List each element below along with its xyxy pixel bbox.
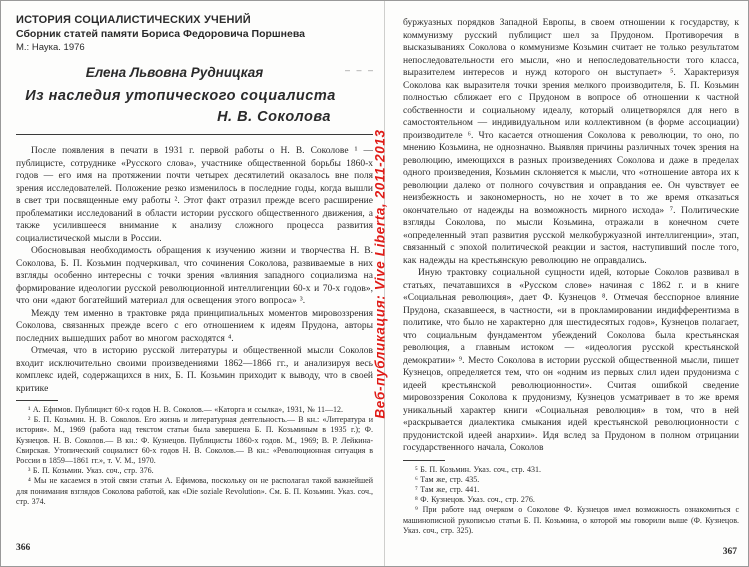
paragraph: После появления в печати в 1931 г. первой работы о Н. В. Соколове ¹ — публицисте, сотруднике «Русского слова», участнике общественной борьбы 1860-х годов — его имя на протяжении почти четырех десятилетий оказалось вне поля зрения исследователей. Положение резко изменилось в последние годы, когда вышли в свет три посвященные ему работы ². Этот факт отразил прежде всего расширение проблематики исследований в области истории русского общественного движения, а также усилившееся внимание к анализу сложного процесса развития социалистической мысли в России. [16, 146, 373, 244]
page-number-right: 367 [722, 547, 737, 557]
paragraph: Между тем именно в трактовке ряда принципиальных моментов мировоззрения Соколова, связанных прежде всего с его отношением к идеям Прудона, авторы последних вышедших работ во многом расходятся ⁴. [16, 308, 373, 344]
footnote: ¹ А. Ефимов. Публицист 60-х годов Н. В. Соколов.— «Каторга и ссылка», 1931, № 11—12. [28, 405, 343, 414]
watermark-text: Веб-публикация: Vive Liberta, 2011-2013 [372, 129, 388, 419]
series-subtitle: Сборник статей памяти Бориса Федоровича Поршнева [16, 28, 305, 40]
left-page [16, 13, 375, 553]
imprint: М.: Наука. 1976 [16, 42, 85, 53]
footnote: ⁹ При работе над очерком о Соколове Ф. Кузнецов имел возможность ознакомиться с машинописной рукописью статьи Б. П. Козьмина, о которой мы говорили выше (Ф. Кузнецов. Указ. соч., стр. 325). [403, 505, 739, 535]
left-footnotes [16, 405, 373, 507]
footnote: ² Б. П. Козьмин. Н. В. Соколов. Его жизнь и литературная деятельность.— В кн.: «Литература и история». М., 1969 (работа над текстом статьи была завершена Б. П. Козьминым в 1935 г.); Ф. Кузнецов. Н. В. Соколов.— В кн.: Ф. Кузнецов. Публицисты 1860-х годов. М., 1969; В. Р. Лейкина-Свирская. Утопический социалист 60-х годов Н. В. Соколов.— В кн.: «Революционная ситуация в России в 1859—1861 гг.», т. V. М., 1970. [16, 415, 373, 466]
footnote-divider-rule [16, 400, 58, 401]
left-body-text [16, 145, 373, 395]
paragraph: Иную трактовку социальной сущности идей, которые Соколов развивал в статьях, печатавшихся в «Русском слове» начиная с 1862 г. и в книге «Социальная революция», дает Ф. Кузнецов ⁸. Отмечая бесспорное влияние Прудона, сказавшееся, в частности, «и в прокламировании индифферентизма в политике, что было не характерно для шестидесятых годов», Кузнецов полагает, что социальным фундаментом убеждений Соколова была крестьянская революция, а главным истоком — «идеология русской крестьянской демократии» ⁹. Место Соколова в истории русской общественной мысли, пишет Кузнецов, определяется тем, что он «одним из первых слил идеи прудонизма с идеей крестьянской революционности». Считая ошибкой сведение мировоззрения Соколова к прудонизму, Кузнецов усматривает в то же время уникальный характер книги «Социальная революция» в том, что в ней «раскрывается диалектика смыкания идей крестьянской революционности с прудонистской идеей анархии». Идя вслед за Прудоном в полном отрицании государственного начала, Соколов [403, 268, 739, 453]
right-page [403, 13, 739, 557]
article-title-line2: Н. В. Соколова [217, 109, 331, 125]
footnote: ⁴ Мы не касаемся в этой связи статьи А. Ефимова, поскольку он не располагал такой важнейшей для понимания взглядов Соколова работой, как «Die soziale Revolution». См. Б. П. Козьмин. Указ. соч., стр. 374. [16, 476, 373, 506]
page-number-left: 366 [16, 543, 31, 553]
article-title-line1: Из наследия утопического социалиста [25, 88, 336, 104]
paragraph: Отмечая, что в историю русской литературы и общественной мысли Соколов входит исключительно своими произведениями 1862—1866 гг., и анализируя весь комплекс идей, содержащихся в них, Б. П. Козьмин приходит к выводу, что в своей критике [16, 346, 373, 394]
footnote-divider-rule [403, 460, 445, 461]
footnote: ⁶ Там же, стр. 435. [415, 474, 480, 484]
title-divider-rule [16, 134, 373, 135]
right-body-text [403, 17, 739, 455]
footnote: ³ Б. П. Козьмин. Указ. соч., стр. 376. [28, 466, 154, 476]
margin-pencil-marks: – – – [344, 65, 375, 75]
publication-header [16, 13, 373, 54]
article-author: Елена Львовна Рудницкая [85, 65, 264, 80]
paragraph: Обосновывая необходимость обращения к изучению жизни и творчества Н. В. Соколова, Б. П. Козьмин подчеркивал, что сочинения Соколова, развиваемые в них взгляды особенно интересны с точки зрения «влияния западного социализма на формирование идеологии русской революционной интеллигенции 60-х и 70-х годов», что они «дают богатейший материал для освещения этого вопроса» ³. [16, 246, 373, 306]
footnote: ⁷ Там же, стр. 441. [415, 484, 480, 494]
right-footnotes [403, 465, 739, 536]
paragraph: буржуазных порядков Западной Европы, в своем отношении к государству, к коммунизму русский публицист шел за Прудоном. Противоречия в высказываниях Соколова о коммунизме Козьмин считает не только результатом непоследовательности его мысли, «но и непоследовательности того класса, выразителем интересов и нужд которого он выступает» ⁵. Характеризуя Соколова как выразителя точки зрения мелкого производителя, Б. П. Козьмин полностью сближает его с Прудоном в вопросе об отношении к частной собственности и социальному идеалу, который олицетворялся для него в самостоятельном — индивидуальном или коллективном (в форме ассоциации) производителе ⁶. Что касается отношения Соколова к революции, то оно, по мнению Козьмина, не однозначно. Выявляя причины различных точек зрения на революцию, имеющихся в разных произведениях Соколова и даже в пределах одного произведения, Козьмин склоняется к мысли, что «отношение автора их к революции далеко от полного сочувствия и оправдания ее. Он чувствует ее неизбежность и закономерность, но не хочет в то же время отказаться окончательно от надежды на возможность мирного исхода» ⁷. Политические взгляды Соколова, по мысли Козьмина, отражали в конечном счете «определенный этап развития русской мелкобуржуазной интеллигенции», этап, связанный с эпохой политической реакции и застоя, наступивший после того, как надежды на крестьянскую революцию не оправдались. [403, 18, 739, 266]
footnote: ⁸ Ф. Кузнецов. Указ. соч., стр. 276. [415, 495, 535, 505]
series-title: ИСТОРИЯ СОЦИАЛИСТИЧЕСКИХ УЧЕНИЙ [16, 14, 251, 26]
footnote: ⁵ Б. П. Козьмин. Указ. соч., стр. 431. [415, 464, 541, 474]
